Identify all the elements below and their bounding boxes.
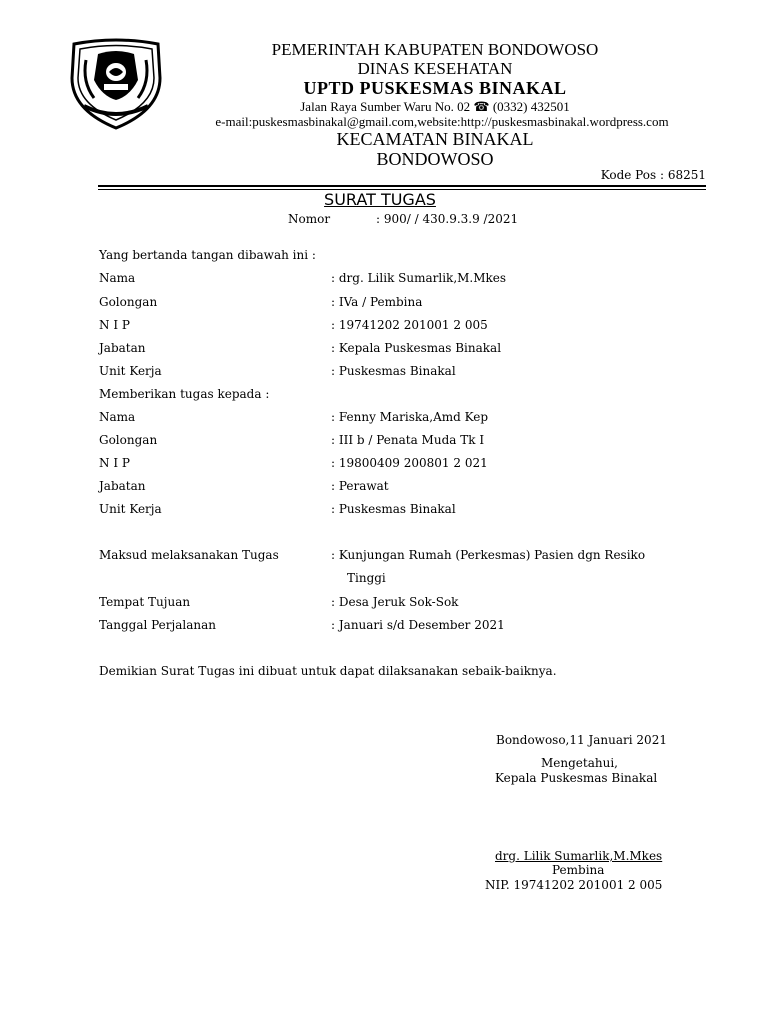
regency-emblem-icon	[64, 38, 168, 132]
gov-name: PEMERINTAH KABUPATEN BONDOWOSO	[271, 40, 599, 59]
assignee-nip-label: N I P	[99, 456, 130, 470]
assign-intro-text: Memberikan tugas kepada :	[99, 387, 270, 401]
assignee-unit-label: Unit Kerja	[99, 502, 162, 516]
assignee-name-label: Nama	[99, 410, 136, 424]
signer-nip: NIP. 19741202 201001 2 005	[485, 878, 663, 892]
signer-position-value: : Kepala Puskesmas Binakal	[331, 341, 502, 355]
signer-name-value: : drg. Lilik Sumarlik,M.Mkes	[331, 271, 507, 285]
institution-name: UPTD PUSKESMAS BINAKAL	[303, 78, 567, 98]
assignee-rank-label: Golongan	[99, 433, 158, 447]
place-date: Bondowoso,11 Januari 2021	[496, 733, 667, 747]
signer-rank-value: : IVa / Pembina	[331, 295, 423, 309]
assignee-rank-value: : III b / Penata Muda Tk I	[331, 433, 485, 447]
purpose-value-continued: Tinggi	[347, 571, 386, 585]
department-name: DINAS KESEHATAN	[357, 59, 513, 78]
closing-statement: Demikian Surat Tugas ini dibuat untuk dapat dilaksanakan sebaik-baiknya.	[99, 664, 557, 678]
signer-rank: Pembina	[552, 863, 605, 877]
assignee-nip-value: : 19800409 200801 2 021	[331, 456, 488, 470]
signer-position: Kepala Puskesmas Binakal	[495, 771, 658, 785]
phone-icon: ☎	[473, 100, 490, 115]
assignee-position-value: : Perawat	[331, 479, 389, 493]
signer-unit-value: : Puskesmas Binakal	[331, 364, 456, 378]
destination-label: Tempat Tujuan	[99, 595, 191, 609]
travel-date-label: Tanggal Perjalanan	[99, 618, 216, 632]
phone-number: (0332) 432501	[492, 99, 570, 114]
signer-nip-value: : 19741202 201001 2 005	[331, 318, 488, 332]
signer-name: drg. Lilik Sumarlik,M.Mkes	[495, 849, 663, 863]
purpose-label: Maksud melaksanakan Tugas	[99, 548, 279, 562]
assignee-name-value: : Fenny Mariska,Amd Kep	[331, 410, 489, 424]
purpose-value: : Kunjungan Rumah (Perkesmas) Pasien dgn Resiko	[331, 548, 646, 562]
acknowledged-label: Mengetahui,	[541, 756, 618, 770]
destination-value: : Desa Jeruk Sok-Sok	[331, 595, 459, 609]
travel-date-value: : Januari s/d Desember 2021	[331, 618, 505, 632]
header-divider-thick	[98, 185, 706, 187]
nomor-value: : 900/ / 430.9.3.9 /2021	[376, 212, 519, 226]
regency-name: BONDOWOSO	[376, 149, 494, 169]
address-text: Jalan Raya Sumber Waru No. 02	[300, 99, 471, 114]
signer-position-label: Jabatan	[99, 341, 146, 355]
district-name: KECAMATAN BINAKAL	[336, 129, 534, 149]
signer-unit-label: Unit Kerja	[99, 364, 162, 378]
signer-rank-label: Golongan	[99, 295, 158, 309]
contact-info: e-mail:puskesmasbinakal@gmail.com,website:http://puskesmasbinakal.wordpress.com	[215, 114, 669, 129]
intro-text: Yang bertanda tangan dibawah ini :	[99, 248, 316, 262]
nomor-label: Nomor	[288, 212, 331, 226]
signer-name-label: Nama	[99, 271, 136, 285]
assignee-unit-value: : Puskesmas Binakal	[331, 502, 456, 516]
signer-nip-label: N I P	[99, 318, 130, 332]
assignee-position-label: Jabatan	[99, 479, 146, 493]
postal-code: Kode Pos : 68251	[600, 168, 706, 182]
document-title: SURAT TUGAS	[324, 190, 436, 209]
address	[170, 99, 700, 115]
